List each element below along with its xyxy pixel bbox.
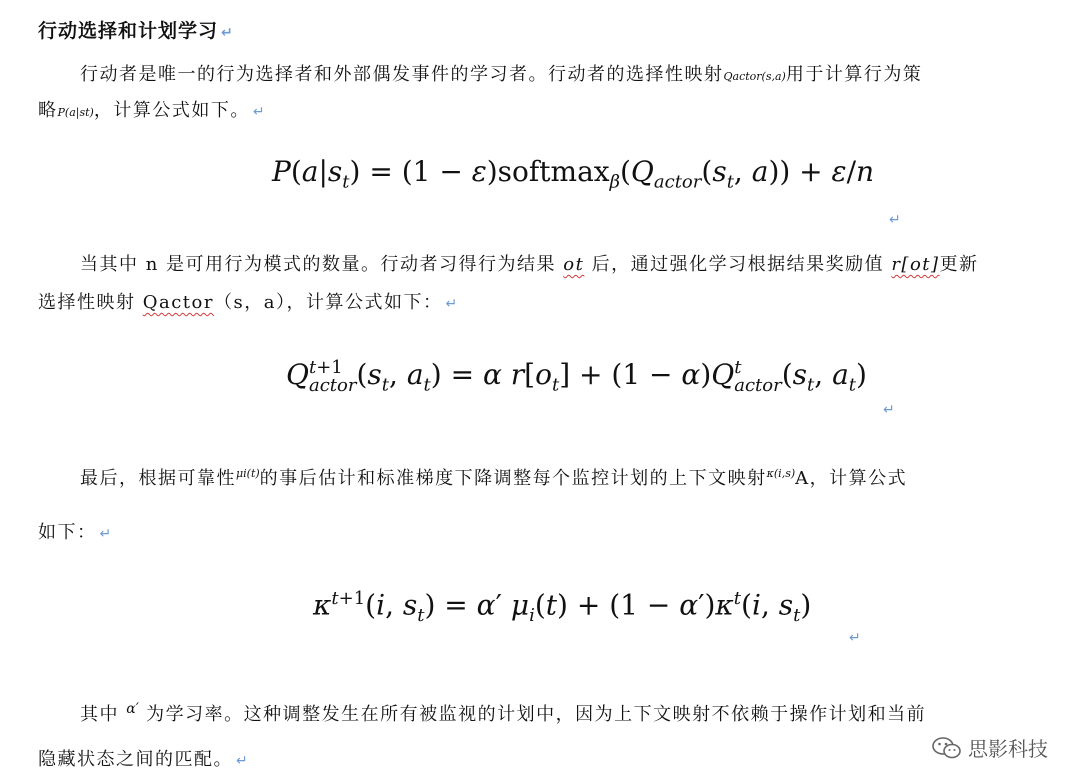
equation-kappa-update: $\kappa^{t+1}(i$, $s_t) = \alpha'$ $\mu_i(t) + (1 - \alpha')\kappa^t(i$, $s_t$) — [313, 588, 812, 626]
paragraph-2-line-2: 选择性映射 Qactor（s，a），计算公式如下： ↵ — [38, 292, 459, 313]
equation-q-update: Q t+1 actor ($s_t$, $a_t) = \alpha$ $r[o_t] + (1 - \alpha)Q$ t actor ($s_t$, $a_t$) — [286, 356, 867, 396]
mu-inline-math: μi(t) — [236, 467, 260, 480]
paragraph-return-icon: ↵ — [236, 753, 250, 769]
wechat-icon — [932, 736, 962, 760]
paragraph-1-line-1: 行动者是唯一的行为选择者和外部偶发事件的学习者。行动者的选择性映射Qactor(s,a)用于计算行为策 — [80, 64, 923, 85]
paragraph-3-line-1: 最后，根据可靠性$^{\mu i(t)}$的事后估计和标准梯度下降调整每个监控计划的上下文映射$^{\kappa(i,s)}$A，计算公式 — [80, 467, 908, 489]
watermark — [932, 733, 1048, 762]
policy-inline-math: P(a|st) — [57, 106, 94, 119]
paragraph-return-icon: ↵ — [889, 212, 901, 228]
equation-policy: $P(a|s_t) = (1$ − $\varepsilon)softmax_\beta(Q_{actor}(s_t$, a)) + ε/n — [272, 155, 875, 193]
q-actor-inline-math: Qactor(s,a) — [723, 70, 786, 83]
paragraph-return-icon: ↵ — [99, 526, 113, 542]
watermark-text: 思影科技 — [968, 737, 1048, 761]
paragraph-1-line-2: 略P(a|st)，计算公式如下。 ↵ — [38, 100, 267, 121]
paragraph-return-icon: ↵ — [849, 630, 861, 646]
ot-term: ot — [563, 254, 585, 275]
paragraph-2-line-1: 当其中 n 是可用行为模式的数量。行动者习得行为结果 ot 后，通过强化学习根据结果奖励值 r[ot]更新 — [80, 254, 979, 275]
alpha-prime-inline-math: α′ — [126, 701, 139, 717]
paragraph-return-icon: ↵ — [445, 296, 459, 312]
section-title: 行动选择和计划学习 ↵ — [38, 20, 234, 42]
kappa-inline-math: κ(i,s) — [766, 467, 796, 480]
paragraph-return-icon: ↵ — [221, 25, 234, 41]
reward-term: r[ot] — [891, 254, 940, 275]
qactor-term: Qactor — [142, 292, 214, 313]
paragraph-4-line-1: 其中 $^{\alpha'}$ 为学习率。这种调整发生在所有被监视的计划中，因为上下文映射不依赖于操作计划和当前 — [80, 701, 927, 725]
paragraph-return-icon: ↵ — [252, 104, 267, 120]
paragraph-3-line-2: 如下： ↵ — [38, 522, 113, 543]
paragraph-4-line-2: 隐藏状态之间的匹配。 ↵ — [38, 749, 250, 770]
paragraph-return-icon: ↵ — [883, 402, 895, 418]
